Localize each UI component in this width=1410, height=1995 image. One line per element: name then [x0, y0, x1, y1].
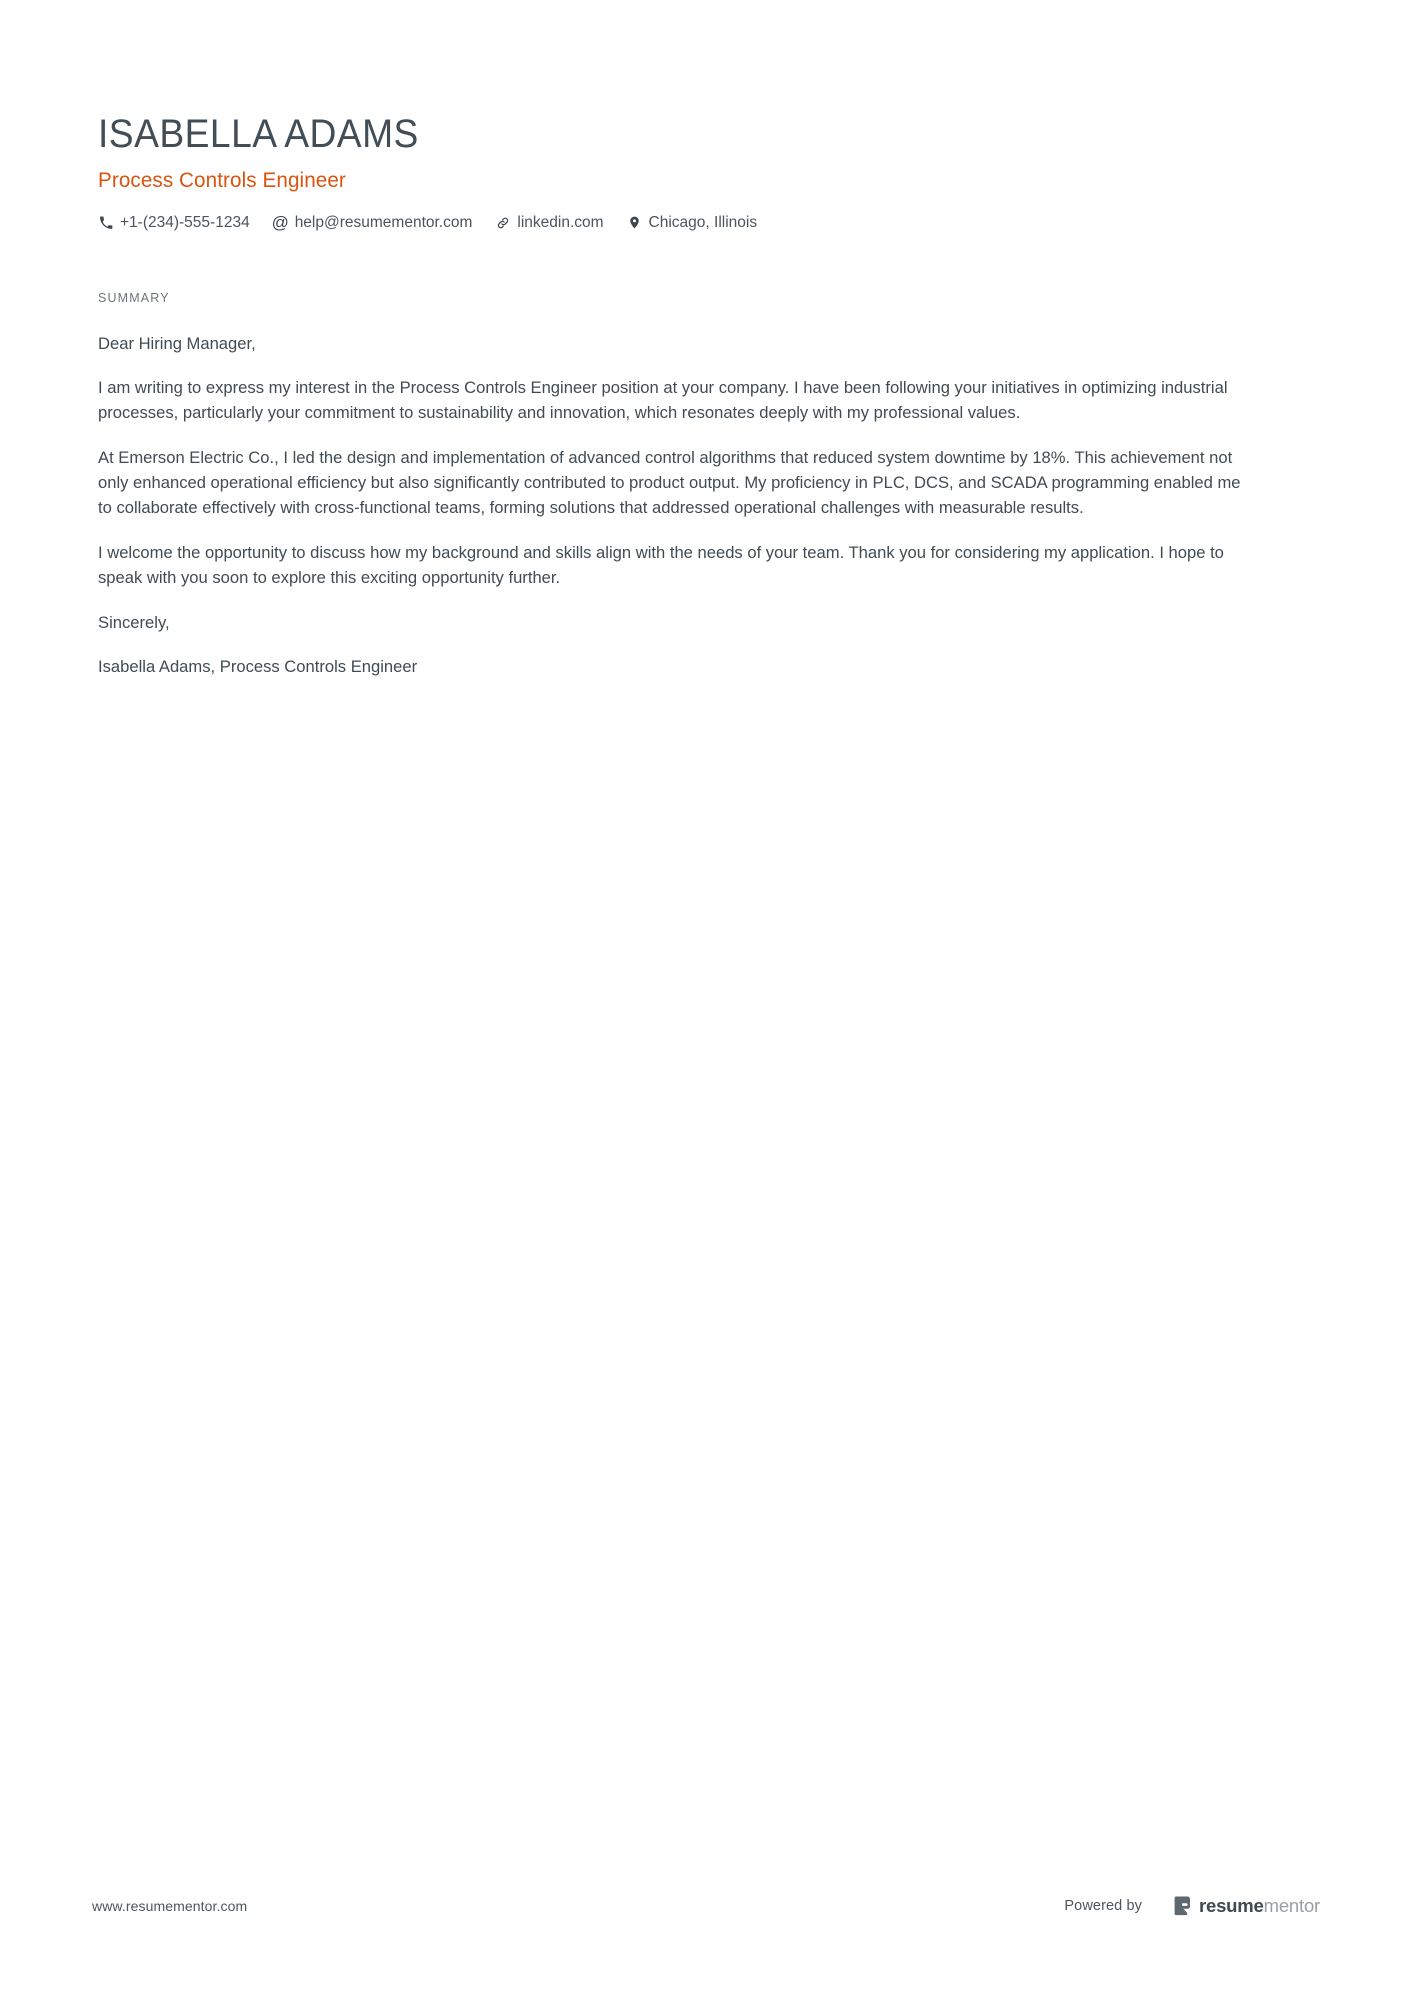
document-footer: [0, 1895, 1410, 1917]
contact-text-linkedin: linkedin.com: [517, 214, 604, 231]
map-pin-icon: [627, 215, 642, 230]
letter-paragraph-3: I welcome the opportunity to discuss how my background and skills align with the needs of your team. Thank you for considering my application. I hope to speak with you soon to explore this exciting opportunity further.: [98, 542, 1224, 588]
powered-by-label: Powered by: [1064, 1898, 1142, 1914]
candidate-name: ISABELLA ADAMS: [98, 112, 419, 156]
contact-item-email: [273, 215, 473, 231]
summary-section: [98, 291, 1312, 680]
contact-item-phone: [98, 215, 250, 231]
email-at-icon: @: [271, 213, 289, 233]
footer-website-url: www.resumementor.com: [92, 1898, 248, 1914]
section-label-summary: SUMMARY: [98, 290, 170, 305]
letter-paragraph-2: At Emerson Electric Co., I led the design and implementation of advanced control algorithms that reduced system downtime by 18%. This achievement not only enhanced operational efficiency but also significantly contributed to product output. My proficiency in PLC, DCS, and SCADA programming enabled me to collaborate effectively with cross-functional teams, forming solutions that addressed operational challenges with measurable results.: [98, 447, 1241, 518]
contact-text-email: help@resumementor.com: [294, 214, 473, 231]
letter-salutation: Dear Hiring Manager,: [98, 333, 256, 353]
footer-brand: [1064, 1895, 1320, 1917]
resumementor-logo-mark-icon: [1174, 1895, 1193, 1917]
contact-text-phone: +1-(234)-555-1234: [120, 214, 250, 231]
letter-signature: Isabella Adams, Process Controls Engineer: [98, 656, 418, 676]
letter-paragraph-1: I am writing to express my interest in the Process Controls Engineer position at your company. I have been following your initiatives in optimizing industrial processes, particularly your commitment to sustainability and innovation, which resonates deeply with my professional values.: [98, 377, 1228, 423]
candidate-job-title: Process Controls Engineer: [98, 168, 346, 192]
resumementor-logo: [1174, 1895, 1320, 1917]
contact-item-location: [627, 215, 758, 231]
contact-item-linkedin: [495, 215, 603, 231]
document-header: [98, 0, 1312, 231]
resumementor-logo-text: [1198, 1894, 1320, 1916]
logo-word-resume: resume: [1198, 1894, 1264, 1916]
phone-icon: [98, 215, 113, 230]
cover-letter-body: [98, 331, 1258, 680]
contact-text-location: Chicago, Illinois: [648, 214, 758, 231]
letter-closing: Sincerely,: [98, 612, 170, 632]
link-icon: [495, 215, 510, 230]
logo-word-mentor: mentor: [1263, 1894, 1320, 1916]
contact-row: [98, 215, 1312, 231]
